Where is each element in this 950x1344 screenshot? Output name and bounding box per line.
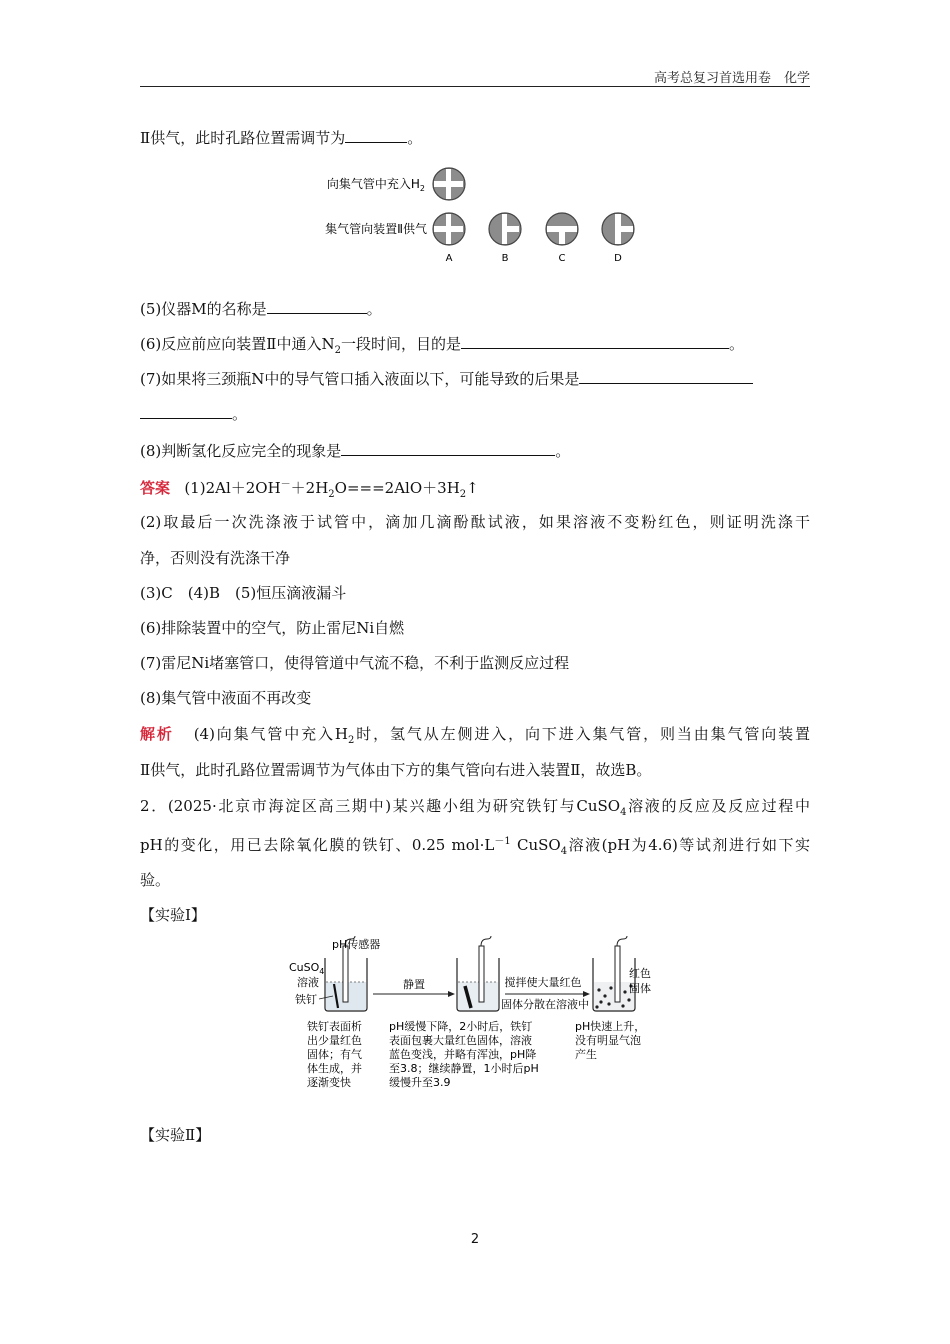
question2-line-3: 验。 [140, 871, 171, 889]
valve-option-c [546, 213, 578, 245]
svg-text:缓慢升至3.9: 缓慢升至3.9 [389, 1076, 451, 1089]
question2-line-2: pH的变化，用已去除氧化膜的铁钉、0.25 $mol\cdot L^{-1}$ CuSO$_4$溶液(pH为4.6)等试剂进行如下实 [140, 836, 810, 857]
svg-text:pH快速上升，: pH快速上升， [575, 1020, 646, 1033]
experiment-figure [285, 936, 675, 1096]
experiment-2-title: 【实验Ⅱ】 [140, 1126, 211, 1144]
page-number: 2 [470, 1232, 480, 1247]
answer-line-5: (6)排除装置中的空气，防止雷尼Ni自燃 [140, 619, 405, 637]
answer-blank [579, 369, 753, 384]
answer-blank [140, 404, 232, 419]
question-5: (5)仪器M的名称是 。 [140, 300, 382, 318]
observation-1 [307, 1019, 362, 1089]
experiment-1-title: 【实验Ⅰ】 [140, 906, 206, 924]
svg-text:体生成，并: 体生成，并 [307, 1062, 362, 1075]
reagent-label: CuSO$_4$ [289, 961, 325, 976]
red-solid-label-1: 红色 [629, 967, 651, 980]
answer-label: 答案 [140, 479, 171, 497]
valve-option-b [489, 213, 521, 245]
option-label-c: C [558, 253, 566, 264]
answer-line-6: (7)雷尼Ni堵塞管口，使得管道中气流不稳，不利于监测反应过程 [140, 654, 570, 672]
svg-text:铁钉表面析: 铁钉表面析 [307, 1020, 362, 1033]
svg-text:蓝色变浅，并略有浑浊，pH降: 蓝色变浅，并略有浑浊，pH降 [389, 1048, 537, 1061]
red-solid-label-2: 固体 [629, 982, 651, 995]
valve-h2-in [433, 168, 465, 200]
answer-line-3: 净，否则没有洗涤干净 [140, 549, 291, 567]
answer-line-2: (2)取最后一次洗涤液于试管中，滴加几滴酚酞试液，如果溶液不变粉红色，则证明洗涤干 [140, 513, 810, 531]
arrow-2-label-2: 固体分散在溶液中 [501, 998, 589, 1011]
analysis-line-2: Ⅱ供气，此时孔路位置需调节为气体由下方的集气管向右进入装置Ⅱ，故选B。 [140, 761, 652, 779]
answer-blank [345, 128, 407, 143]
question-6: (6)反应前应向装置Ⅱ中通入$N_2$一段时间，目的是 。 [140, 335, 744, 356]
svg-text:逐渐变快: 逐渐变快 [307, 1076, 351, 1089]
sensor-label: pH传感器 [332, 938, 381, 951]
valve-row1-label: 向集气管中充入$H_2$ [326, 177, 425, 193]
answer-line-4: (3)C (4)B (5)恒压滴液漏斗 [140, 584, 347, 602]
reagent-label-2: 溶液 [297, 976, 319, 989]
valve-option-d [602, 213, 634, 245]
svg-text:至3.8；继续静置，1小时后pH: 至3.8；继续静置，1小时后pH [389, 1062, 539, 1075]
answer-blank [461, 334, 729, 349]
answer-blank [341, 441, 555, 456]
question-8: (8)判断氢化反应完全的现象是 。 [140, 442, 571, 460]
arrow-1-label: 静置 [403, 978, 425, 991]
option-label-b: B [501, 253, 509, 264]
question-line-valve: Ⅱ供气，此时孔路位置需调节为 。 [140, 129, 423, 147]
svg-text:出少量红色: 出少量红色 [307, 1034, 362, 1047]
header-title: 高考总复习首选用卷 化学 [653, 71, 810, 86]
option-label-d: D [614, 253, 622, 264]
question2-line-1: 2．(2025·北京市海淀区高三期中)某兴趣小组为研究铁钉与CuSO$_4$溶液的反应及反应过程中 [140, 797, 810, 818]
svg-text:表面包裹大量红色固体，溶液: 表面包裹大量红色固体，溶液 [389, 1034, 532, 1047]
page-header [140, 64, 810, 87]
analysis-label: 解析 [140, 725, 174, 743]
answer-line-7: (8)集气管中液面不再改变 [140, 689, 312, 707]
valve-row2-label: 集气管向装置Ⅱ供气 [325, 222, 427, 236]
valve-figure [300, 160, 650, 270]
svg-text:固体；有气: 固体；有气 [307, 1048, 362, 1061]
svg-text:没有明显气泡: 没有明显气泡 [575, 1034, 641, 1047]
svg-text:产生: 产生 [575, 1048, 597, 1061]
answer-line-1: 答案 $(1)2Al+2OH^-+2H_2O===2AlO+3H_2↑$ [140, 479, 479, 500]
analysis-line-1: 解析 (4)向集气管中充入$H_2$时，氢气从左侧进入，向下进入集气管，则当由集气管向装置 [140, 725, 810, 746]
observation-3 [575, 1019, 645, 1061]
question-7-cont: 。 [140, 403, 810, 424]
beaker-2 [457, 936, 499, 1011]
option-label-a: A [445, 253, 453, 264]
question-7: (7)如果将三颈瓶N中的导气管口插入液面以下，可能导致的后果是 [140, 368, 810, 389]
nail-label: 铁钉 [295, 993, 317, 1006]
answer-blank [267, 299, 367, 314]
arrow-2-label-1: 搅拌使大量红色 [504, 976, 582, 989]
valve-option-a [433, 213, 465, 245]
observation-2 [389, 1019, 539, 1089]
svg-text:pH缓慢下降，2小时后，铁钉: pH缓慢下降，2小时后，铁钉 [389, 1020, 533, 1033]
